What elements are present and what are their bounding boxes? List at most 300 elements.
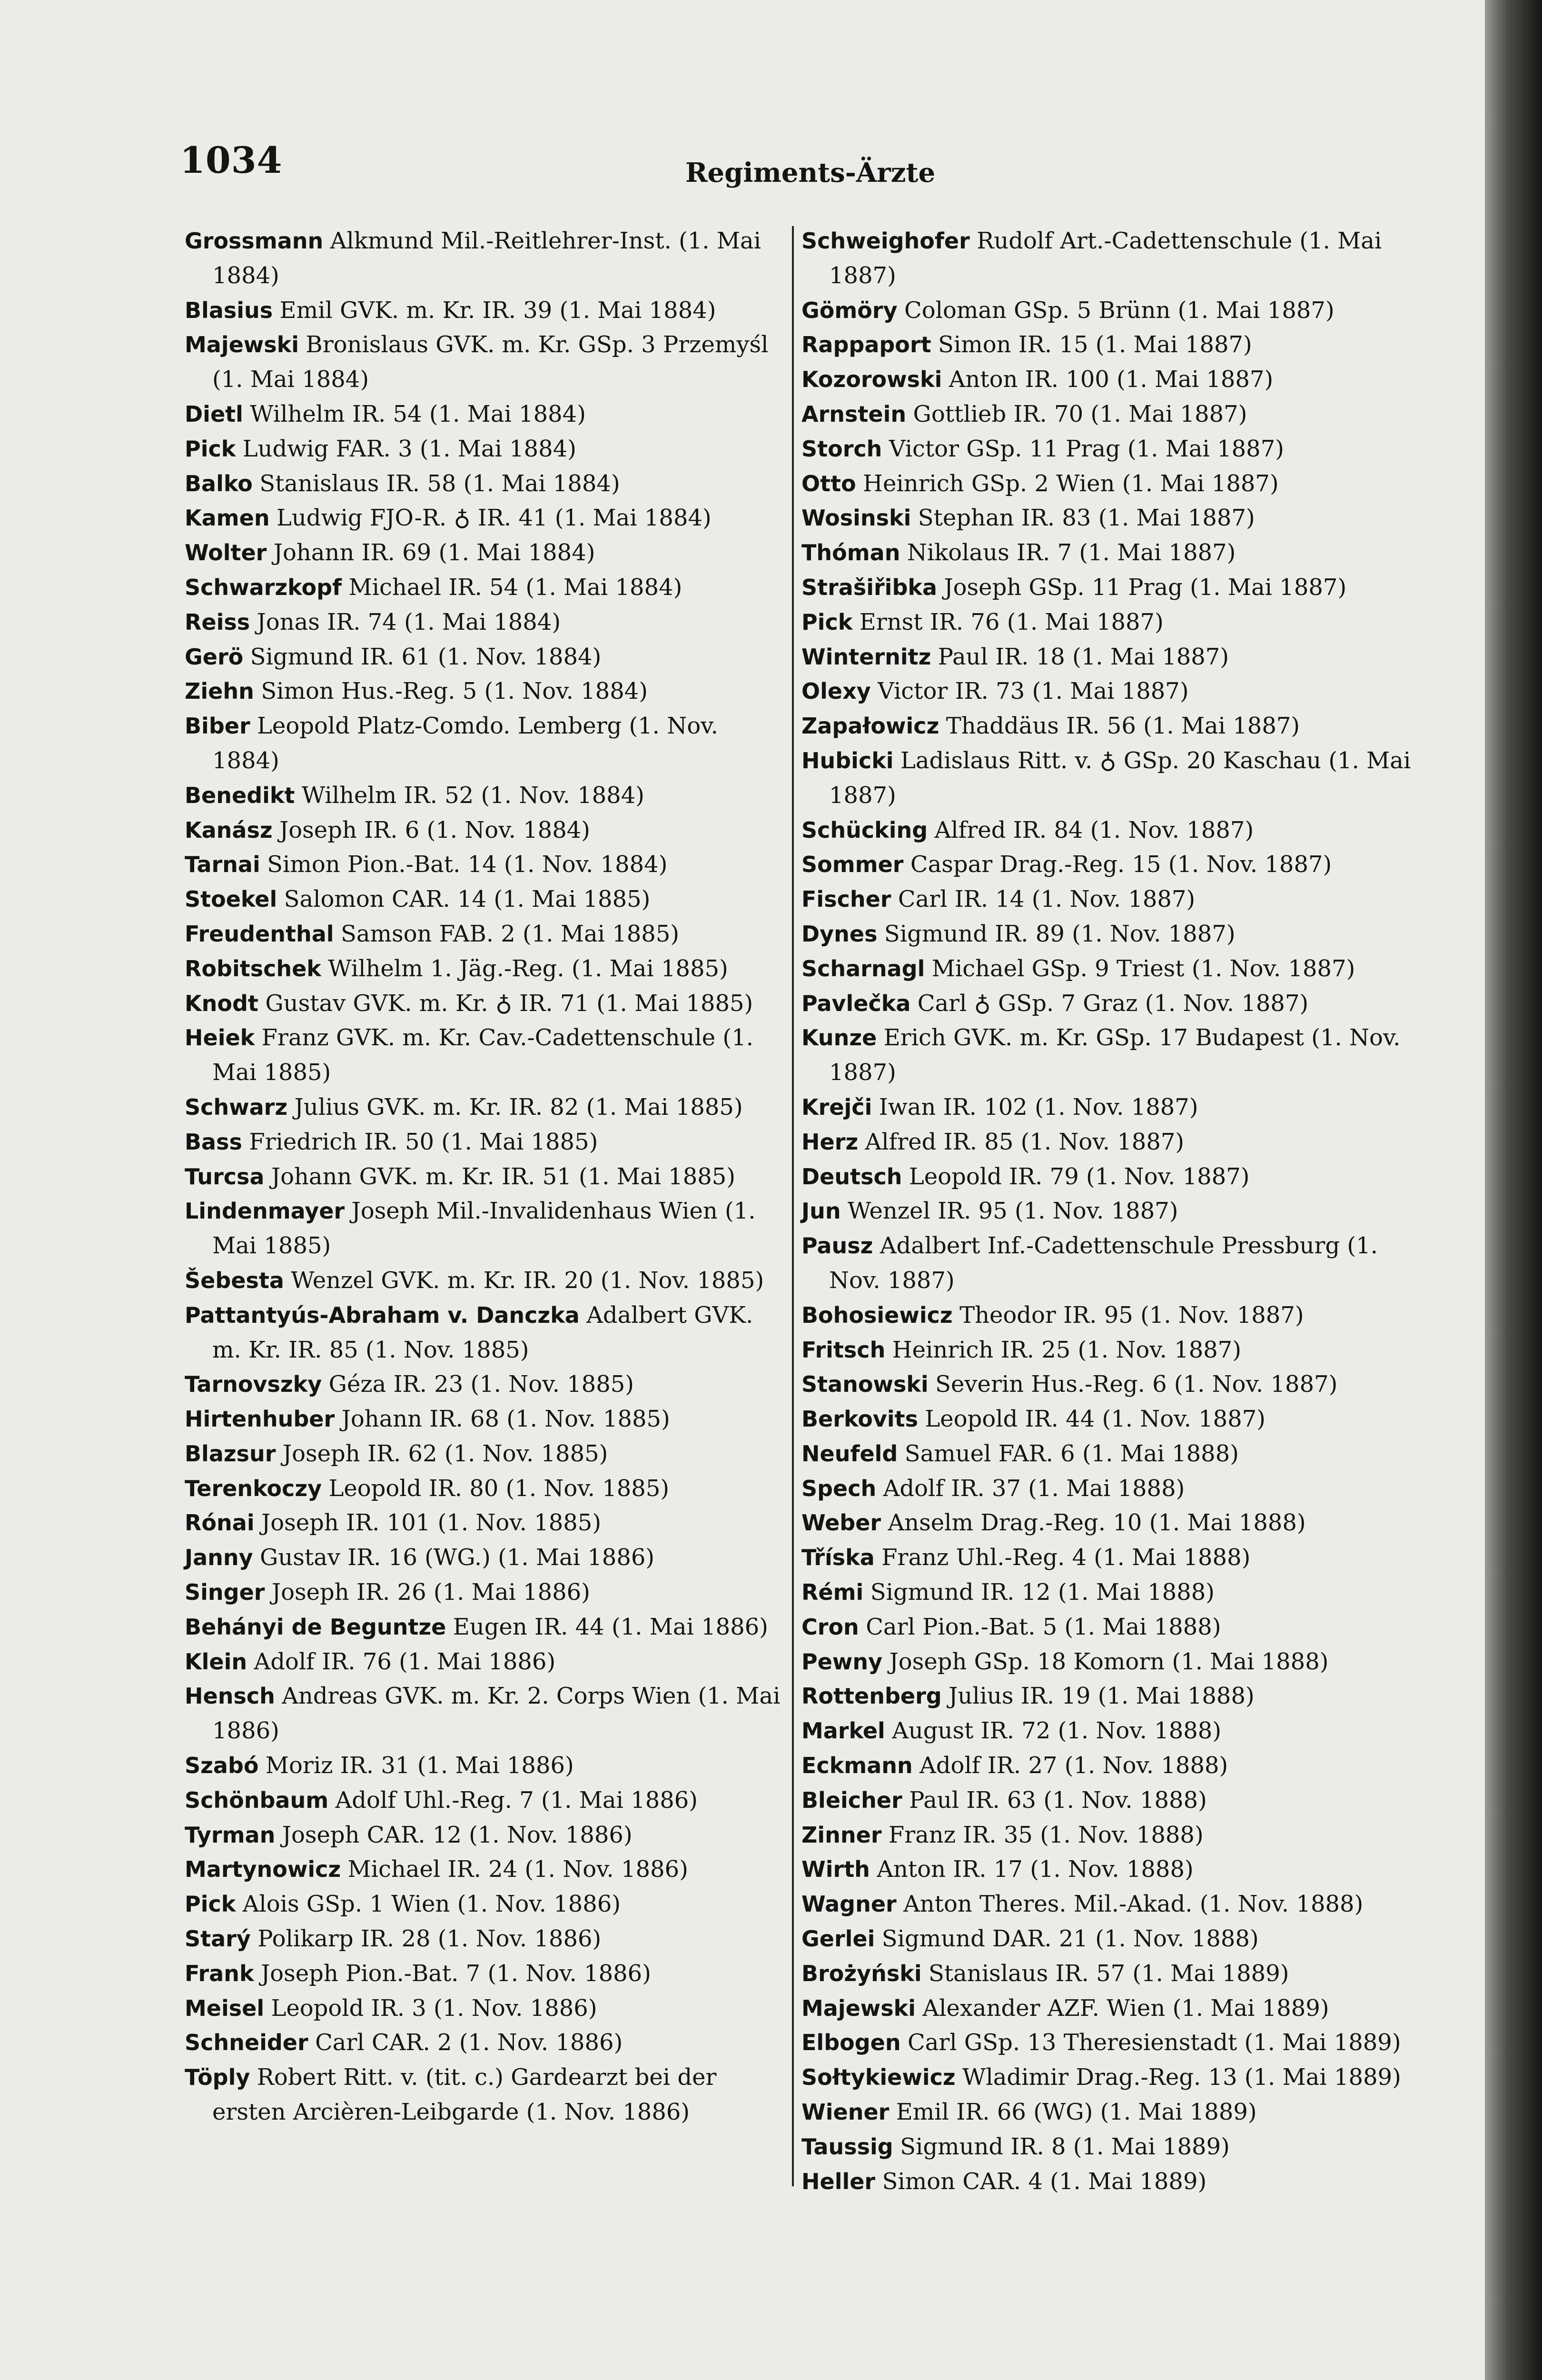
- register-entry: [801, 1021, 1415, 1090]
- entry-surname: Wosinski: [801, 505, 911, 531]
- entry-details: Emil GVK. m. Kr. IR. 39 (1. Mai 1884): [279, 297, 716, 324]
- entry-surname: Fischer: [801, 886, 891, 912]
- entry-details: Bronislaus GVK. m. Kr. GSp. 3 Przemyśl (1. Mai 1884): [212, 331, 769, 393]
- entry-surname: Dietl: [185, 401, 243, 427]
- register-entry: [185, 1367, 784, 1402]
- entry-details: Wenzel GVK. m. Kr. IR. 20 (1. Nov. 1885): [291, 1267, 764, 1294]
- entry-details: Carl Pion.-Bat. 5 (1. Mai 1888): [866, 1613, 1221, 1640]
- register-entry: [185, 432, 784, 466]
- register-entry: [185, 2060, 784, 2130]
- entry-details: Leopold IR. 79 (1. Nov. 1887): [909, 1163, 1250, 1190]
- register-entry: [185, 1540, 784, 1575]
- entry-details: Adolf IR. 76 (1. Mai 1886): [254, 1648, 556, 1675]
- register-entry: [185, 847, 784, 882]
- entry-surname: Pausz: [801, 1233, 873, 1259]
- register-entry: [801, 327, 1415, 362]
- entry-surname: Reiss: [185, 609, 250, 635]
- entry-details: Sigmund DAR. 21 (1. Nov. 1888): [881, 1925, 1259, 1953]
- register-entry: [185, 1956, 784, 1991]
- register-entry: [185, 1298, 784, 1368]
- entry-details: Ludwig FAR. 3 (1. Mai 1884): [242, 435, 576, 462]
- entry-details: Thaddäus IR. 56 (1. Mai 1887): [946, 713, 1300, 740]
- entry-details: Jonas IR. 74 (1. Mai 1884): [257, 608, 561, 635]
- entry-surname: Hubicki: [801, 747, 894, 774]
- register-entry: [185, 640, 784, 674]
- entry-details: Alois GSp. 1 Wien (1. Nov. 1886): [242, 1891, 621, 1918]
- entry-details: Samson FAB. 2 (1. Mai 1885): [340, 920, 680, 947]
- entry-surname: Spech: [801, 1475, 877, 1501]
- entry-surname: Schweighofer: [801, 228, 970, 254]
- entry-details: Sigmund IR. 61 (1. Nov. 1884): [250, 643, 602, 670]
- entry-surname: Majewski: [185, 332, 299, 358]
- register-entry: [801, 952, 1415, 986]
- page-header: Regiments-Ärzte: [685, 157, 936, 188]
- register-entry: [801, 2164, 1415, 2199]
- entry-surname: Herz: [801, 1129, 859, 1155]
- entry-surname: Šebesta: [185, 1267, 284, 1293]
- entry-surname: Freudenthal: [185, 921, 334, 947]
- register-entry: [801, 1402, 1415, 1437]
- register-entry: [801, 1956, 1415, 1991]
- entry-surname: Robitschek: [185, 955, 321, 982]
- entry-surname: Tříska: [801, 1545, 875, 1571]
- entry-surname: Biber: [185, 713, 250, 739]
- entry-details: Joseph GSp. 18 Komorn (1. Mai 1888): [889, 1648, 1329, 1675]
- register-entry: [185, 536, 784, 570]
- entry-details: Franz IR. 35 (1. Nov. 1888): [888, 1821, 1204, 1848]
- register-entry: [185, 1437, 784, 1471]
- register-entry: [801, 501, 1415, 536]
- register-entry: [185, 1852, 784, 1887]
- register-entry: [185, 1991, 784, 2026]
- entry-details: Franz Uhl.-Reg. 4 (1. Mai 1888): [881, 1544, 1251, 1571]
- register-entry: [801, 744, 1415, 813]
- register-entry: [801, 917, 1415, 952]
- entry-details: Carl CAR. 2 (1. Nov. 1886): [315, 2029, 623, 2056]
- entry-surname: Kamen: [185, 505, 270, 531]
- entry-surname: Strašiřibka: [801, 574, 938, 600]
- entry-details: Stanislaus IR. 58 (1. Mai 1884): [259, 470, 620, 497]
- entry-surname: Heiek: [185, 1025, 255, 1051]
- entry-details: Anton IR. 17 (1. Nov. 1888): [877, 1856, 1194, 1883]
- register-entry: [801, 847, 1415, 882]
- entry-surname: Markel: [801, 1718, 885, 1744]
- entry-details: Simon IR. 15 (1. Mai 1887): [938, 331, 1252, 358]
- entry-surname: Wiener: [801, 2099, 890, 2125]
- entry-surname: Schönbaum: [185, 1787, 329, 1813]
- register-entry: [801, 362, 1415, 397]
- register-entry: [801, 1887, 1415, 1922]
- entry-surname: Brożyński: [801, 1960, 922, 1986]
- entry-details: Wilhelm IR. 52 (1. Nov. 1884): [301, 782, 644, 809]
- entry-surname: Pavlečka: [801, 990, 911, 1016]
- register-entry: [801, 1333, 1415, 1368]
- entry-surname: Benedikt: [185, 782, 295, 808]
- entry-details: Carl GSp. 13 Theresienstadt (1. Mai 1889): [908, 2029, 1401, 2056]
- entry-surname: Schwarz: [185, 1094, 288, 1120]
- register-entry: [801, 2060, 1415, 2095]
- entry-details: Coloman GSp. 5 Brünn (1. Mai 1887): [904, 297, 1334, 324]
- entry-surname: Deutsch: [801, 1163, 902, 1190]
- entry-surname: Stanowski: [801, 1371, 929, 1398]
- entry-details: Gustav GVK. m. Kr. ♁ IR. 71 (1. Mai 1885): [265, 990, 753, 1017]
- entry-details: Wenzel IR. 95 (1. Nov. 1887): [848, 1198, 1178, 1225]
- entry-details: Nikolaus IR. 7 (1. Mai 1887): [907, 539, 1236, 566]
- entry-surname: Majewski: [801, 1995, 916, 2021]
- entry-surname: Bass: [185, 1129, 242, 1155]
- entry-surname: Scharnagl: [801, 955, 925, 982]
- entry-details: Leopold Platz-Comdo. Lemberg (1. Nov. 1884): [212, 713, 718, 774]
- entry-details: Carl ♁ GSp. 7 Graz (1. Nov. 1887): [917, 990, 1309, 1017]
- entry-details: Leopold IR. 44 (1. Nov. 1887): [925, 1406, 1266, 1433]
- register-entry: [801, 2025, 1415, 2060]
- entry-surname: Lindenmayer: [185, 1198, 345, 1224]
- entry-surname: Martynowicz: [185, 1856, 341, 1883]
- register-entry: [801, 1367, 1415, 1402]
- register-entry: [801, 1818, 1415, 1853]
- entry-details: Julius GVK. m. Kr. IR. 82 (1. Mai 1885): [294, 1093, 743, 1121]
- entry-surname: Heller: [801, 2168, 876, 2194]
- register-entry: [185, 778, 784, 813]
- register-entry: [185, 1575, 784, 1610]
- entry-surname: Storch: [801, 436, 882, 462]
- entry-details: Ludwig FJO-R. ♁ IR. 41 (1. Mai 1884): [276, 505, 712, 532]
- entry-details: Adolf IR. 37 (1. Mai 1888): [883, 1475, 1185, 1502]
- entry-surname: Blasius: [185, 297, 273, 323]
- entry-surname: Zapałowicz: [801, 713, 939, 739]
- page-number: 1034: [180, 139, 283, 181]
- entry-surname: Pattantyús-Abraham v. Danczka: [185, 1302, 580, 1328]
- entry-surname: Elbogen: [801, 2030, 901, 2056]
- register-entry: [801, 432, 1415, 466]
- entry-details: Victor GSp. 11 Prag (1. Mai 1887): [889, 435, 1284, 462]
- entry-details: Ernst IR. 76 (1. Mai 1887): [859, 608, 1164, 635]
- entry-surname: Singer: [185, 1579, 265, 1606]
- entry-details: Alkmund Mil.-Reitlehrer-Inst. (1. Mai 1884): [212, 228, 761, 289]
- entry-details: Erich GVK. m. Kr. GSp. 17 Budapest (1. Nov. 1887): [829, 1024, 1401, 1086]
- entry-details: Joseph IR. 26 (1. Mai 1886): [271, 1579, 590, 1606]
- register-entry: [185, 986, 784, 1021]
- register-entry: [185, 882, 784, 917]
- entry-details: Polikarp IR. 28 (1. Nov. 1886): [257, 1925, 602, 1953]
- register-entry: [801, 570, 1415, 605]
- register-entry: [185, 1194, 784, 1263]
- entry-details: Michael IR. 24 (1. Nov. 1886): [347, 1856, 688, 1883]
- entry-details: Joseph GSp. 11 Prag (1. Mai 1887): [944, 574, 1347, 601]
- register-entry: [185, 1922, 784, 1956]
- register-entry: [185, 674, 784, 709]
- register-entry: [801, 709, 1415, 744]
- entry-details: Stephan IR. 83 (1. Mai 1887): [918, 505, 1255, 532]
- register-entry: [185, 327, 784, 397]
- entry-details: Rudolf Art.-Cadettenschule (1. Mai 1887): [829, 228, 1382, 289]
- entry-details: Friedrich IR. 50 (1. Mai 1885): [249, 1128, 598, 1155]
- register-entry: [185, 1818, 784, 1853]
- entry-surname: Gerö: [185, 644, 244, 670]
- entry-surname: Kozorowski: [801, 367, 942, 393]
- entry-surname: Tarnovszky: [185, 1371, 322, 1398]
- entry-surname: Olexy: [801, 678, 871, 704]
- entry-details: Wilhelm 1. Jäg.-Reg. (1. Mai 1885): [328, 955, 728, 982]
- entry-details: Franz GVK. m. Kr. Cav.-Cadettenschule (1. Mai 1885): [212, 1024, 753, 1086]
- register-entry: [185, 1402, 784, 1437]
- register-entry: [185, 1748, 784, 1783]
- register-entry: [801, 1852, 1415, 1887]
- register-entry: [185, 1263, 784, 1298]
- register-entry: [801, 1922, 1415, 1956]
- entry-details: Simon Pion.-Bat. 14 (1. Nov. 1884): [267, 851, 668, 878]
- entry-surname: Tyrman: [185, 1822, 276, 1848]
- entry-surname: Balko: [185, 470, 253, 496]
- register-entry: [185, 1160, 784, 1194]
- entry-surname: Kunze: [801, 1025, 877, 1051]
- entry-details: Emil IR. 66 (WG) (1. Mai 1889): [896, 2099, 1257, 2126]
- entry-surname: Turcsa: [185, 1163, 265, 1190]
- entry-surname: Wagner: [801, 1891, 897, 1917]
- register-entry: [185, 466, 784, 501]
- entry-details: Leopold IR. 80 (1. Nov. 1885): [328, 1475, 670, 1502]
- register-entry: [801, 1506, 1415, 1540]
- entry-details: Géza IR. 23 (1. Nov. 1885): [328, 1371, 634, 1398]
- entry-details: Caspar Drag.-Reg. 15 (1. Nov. 1887): [910, 851, 1332, 878]
- register-entry: [185, 293, 784, 328]
- entry-details: Victor IR. 73 (1. Mai 1887): [878, 678, 1189, 705]
- entry-details: Iwan IR. 102 (1. Nov. 1887): [879, 1093, 1198, 1121]
- register-entry: [185, 1610, 784, 1645]
- register-entry: [801, 1194, 1415, 1229]
- entry-details: Sigmund IR. 8 (1. Mai 1889): [900, 2133, 1230, 2160]
- entry-details: Anselm Drag.-Reg. 10 (1. Mai 1888): [888, 1509, 1306, 1537]
- register-entry: [185, 224, 784, 293]
- entry-details: Wladimir Drag.-Reg. 13 (1. Mai 1889): [962, 2064, 1401, 2091]
- register-entry: [185, 501, 784, 536]
- entry-details: Joseph Mil.-Invalidenhaus Wien (1. Mai 1885): [212, 1198, 756, 1259]
- entry-surname: Weber: [801, 1510, 881, 1536]
- register-entry: [801, 466, 1415, 501]
- register-entry: [185, 917, 784, 952]
- register-entry: [185, 2025, 784, 2060]
- left-column: [185, 224, 784, 2130]
- register-entry: [185, 1090, 784, 1125]
- register-entry: [185, 397, 784, 432]
- entry-details: Wilhelm IR. 54 (1. Mai 1884): [250, 400, 586, 427]
- entry-details: Heinrich IR. 25 (1. Nov. 1887): [892, 1336, 1242, 1363]
- entry-details: Alfred IR. 84 (1. Nov. 1887): [934, 816, 1254, 843]
- entry-details: Adolf Uhl.-Reg. 7 (1. Mai 1886): [335, 1786, 698, 1814]
- entry-surname: Blazsur: [185, 1440, 276, 1467]
- entry-surname: Hensch: [185, 1683, 275, 1709]
- page-edge-shadow: [1485, 0, 1542, 2380]
- entry-surname: Stoekel: [185, 886, 277, 912]
- entry-details: Ladislaus Ritt. v. ♁ GSp. 20 Kaschau (1. Mai 1887): [829, 747, 1411, 809]
- entry-details: Adalbert Inf.-Cadettenschule Pressburg (1. Nov. 1887): [829, 1232, 1378, 1294]
- entry-details: Anton IR. 100 (1. Mai 1887): [949, 366, 1274, 393]
- register-entry: [801, 605, 1415, 640]
- entry-surname: Töply: [185, 2064, 250, 2091]
- register-entry: [801, 1298, 1415, 1333]
- entry-details: Johann IR. 68 (1. Nov. 1885): [341, 1406, 670, 1433]
- register-entry: [801, 2095, 1415, 2130]
- register-entry: [801, 2130, 1415, 2164]
- entry-surname: Behányi de Beguntze: [185, 1614, 446, 1640]
- entry-surname: Otto: [801, 470, 856, 496]
- entry-details: Alfred IR. 85 (1. Nov. 1887): [865, 1128, 1185, 1155]
- entry-details: Moriz IR. 31 (1. Mai 1886): [265, 1752, 574, 1779]
- entry-surname: Janny: [185, 1545, 253, 1571]
- entry-surname: Rémi: [801, 1579, 864, 1606]
- entry-surname: Schneider: [185, 2030, 308, 2056]
- entry-details: Johann GVK. m. Kr. IR. 51 (1. Mai 1885): [271, 1163, 736, 1190]
- register-entry: [185, 570, 784, 605]
- register-entry: [801, 674, 1415, 709]
- entry-surname: Sołtykiewicz: [801, 2064, 956, 2091]
- register-entry: [801, 1575, 1415, 1610]
- entry-details: Joseph IR. 6 (1. Nov. 1884): [279, 816, 591, 843]
- register-entry: [185, 1021, 784, 1090]
- entry-surname: Rónai: [185, 1510, 255, 1536]
- entry-surname: Ziehn: [185, 678, 254, 704]
- entry-details: Eugen IR. 44 (1. Mai 1886): [453, 1613, 768, 1640]
- entry-surname: Gerlei: [801, 1926, 875, 1952]
- register-entry: [801, 1437, 1415, 1471]
- entry-surname: Dynes: [801, 921, 878, 947]
- entry-surname: Eckmann: [801, 1753, 913, 1779]
- entry-surname: Neufeld: [801, 1440, 898, 1467]
- register-entry: [185, 1471, 784, 1506]
- entry-surname: Starý: [185, 1926, 251, 1952]
- entry-details: Sigmund IR. 12 (1. Mai 1888): [870, 1579, 1215, 1606]
- entry-surname: Arnstein: [801, 401, 907, 427]
- register-entry: [185, 605, 784, 640]
- register-entry: [801, 986, 1415, 1021]
- entry-surname: Wirth: [801, 1856, 870, 1883]
- entry-details: August IR. 72 (1. Nov. 1888): [892, 1717, 1222, 1745]
- register-entry: [801, 1229, 1415, 1298]
- column-divider: [792, 226, 794, 2186]
- entry-surname: Jun: [801, 1198, 841, 1224]
- entry-surname: Zinner: [801, 1822, 882, 1848]
- entry-details: Theodor IR. 95 (1. Nov. 1887): [959, 1301, 1304, 1329]
- entry-details: Simon Hus.-Reg. 5 (1. Nov. 1884): [261, 678, 648, 705]
- entry-details: Sigmund IR. 89 (1. Nov. 1887): [884, 920, 1236, 947]
- entry-details: Julius IR. 19 (1. Mai 1888): [949, 1683, 1255, 1710]
- entry-surname: Szabó: [185, 1753, 259, 1779]
- entry-surname: Sommer: [801, 852, 904, 878]
- register-entry: [801, 813, 1415, 848]
- entry-details: Adolf IR. 27 (1. Nov. 1888): [919, 1752, 1228, 1779]
- entry-details: Gottlieb IR. 70 (1. Mai 1887): [913, 400, 1247, 427]
- entry-details: Stanislaus IR. 57 (1. Mai 1889): [929, 1960, 1289, 1987]
- entry-details: Simon CAR. 4 (1. Mai 1889): [882, 2168, 1207, 2195]
- entry-details: Joseph CAR. 12 (1. Nov. 1886): [282, 1821, 633, 1848]
- entry-surname: Fritsch: [801, 1337, 886, 1363]
- entry-details: Paul IR. 18 (1. Mai 1887): [938, 643, 1229, 670]
- entry-details: Anton Theres. Mil.-Akad. (1. Nov. 1888): [903, 1891, 1364, 1918]
- entry-surname: Pick: [185, 436, 236, 462]
- entry-details: Samuel FAR. 6 (1. Mai 1888): [904, 1440, 1239, 1467]
- entry-surname: Taussig: [801, 2133, 893, 2160]
- entry-details: Adalbert GVK. m. Kr. IR. 85 (1. Nov. 1885): [212, 1301, 753, 1363]
- entry-details: Leopold IR. 3 (1. Nov. 1886): [271, 1994, 597, 2022]
- entry-surname: Grossmann: [185, 228, 324, 254]
- register-entry: [801, 1090, 1415, 1125]
- register-entry: [801, 640, 1415, 674]
- register-entry: [801, 882, 1415, 917]
- entry-surname: Schücking: [801, 817, 928, 843]
- register-entry: [801, 1748, 1415, 1783]
- entry-surname: Meisel: [185, 1995, 265, 2021]
- entry-details: Salomon CAR. 14 (1. Mai 1885): [284, 886, 651, 913]
- entry-surname: Cron: [801, 1614, 859, 1640]
- entry-details: Robert Ritt. v. (tit. c.) Gardearzt bei der ersten Arcièren-Leibgarde (1. Nov. 1886): [212, 2064, 717, 2126]
- register-entry: [801, 1160, 1415, 1194]
- entry-surname: Rottenberg: [801, 1683, 942, 1709]
- entry-details: Joseph Pion.-Bat. 7 (1. Nov. 1886): [260, 1960, 651, 1987]
- entry-surname: Tarnai: [185, 852, 260, 878]
- register-entry: [185, 709, 784, 778]
- entry-surname: Hirtenhuber: [185, 1406, 335, 1432]
- register-entry: [801, 1645, 1415, 1679]
- entry-surname: Rappaport: [801, 332, 931, 358]
- right-column: [801, 224, 1415, 2199]
- entry-surname: Bohosiewicz: [801, 1302, 953, 1328]
- register-entry: [185, 1783, 784, 1818]
- entry-details: Johann IR. 69 (1. Mai 1884): [273, 539, 595, 566]
- entry-surname: Gömöry: [801, 297, 898, 323]
- entry-surname: Terenkoczy: [185, 1475, 322, 1501]
- entry-surname: Pick: [185, 1891, 236, 1917]
- register-entry: [185, 1125, 784, 1160]
- register-entry: [801, 536, 1415, 570]
- entry-details: Andreas GVK. m. Kr. 2. Corps Wien (1. Mai 1886): [212, 1683, 781, 1745]
- entry-details: Carl IR. 14 (1. Nov. 1887): [898, 886, 1196, 913]
- entry-surname: Klein: [185, 1648, 247, 1675]
- register-entry: [185, 1506, 784, 1540]
- entry-details: Alexander AZF. Wien (1. Mai 1889): [922, 1994, 1329, 2022]
- entry-details: Gustav IR. 16 (WG.) (1. Mai 1886): [260, 1544, 655, 1571]
- entry-surname: Knodt: [185, 990, 258, 1016]
- register-entry: [801, 293, 1415, 328]
- entry-details: Severin Hus.-Reg. 6 (1. Nov. 1887): [935, 1371, 1338, 1398]
- entry-surname: Pewny: [801, 1648, 883, 1675]
- entry-surname: Schwarzkopf: [185, 574, 342, 600]
- entry-surname: Thóman: [801, 540, 900, 566]
- register-entry: [801, 1714, 1415, 1748]
- register-entry: [801, 1125, 1415, 1160]
- register-entry: [185, 1645, 784, 1679]
- entry-details: Paul IR. 63 (1. Nov. 1888): [909, 1786, 1207, 1814]
- register-entry: [185, 1679, 784, 1748]
- entry-surname: Wolter: [185, 540, 267, 566]
- register-entry: [801, 1610, 1415, 1645]
- register-entry: [801, 224, 1415, 293]
- register-entry: [801, 1783, 1415, 1818]
- entry-surname: Kanász: [185, 817, 273, 843]
- entry-surname: Bleicher: [801, 1787, 902, 1813]
- entry-details: Michael GSp. 9 Triest (1. Nov. 1887): [931, 955, 1355, 982]
- entry-surname: Frank: [185, 1960, 254, 1986]
- register-entry: [801, 1540, 1415, 1575]
- register-entry: [801, 397, 1415, 432]
- entry-surname: Winternitz: [801, 644, 931, 670]
- entry-details: Heinrich GSp. 2 Wien (1. Mai 1887): [863, 470, 1279, 497]
- register-entry: [801, 1679, 1415, 1714]
- register-entry: [185, 813, 784, 848]
- entry-surname: Pick: [801, 609, 853, 635]
- entry-details: Michael IR. 54 (1. Mai 1884): [348, 574, 682, 601]
- entry-surname: Berkovits: [801, 1406, 919, 1432]
- entry-surname: Krejči: [801, 1094, 872, 1120]
